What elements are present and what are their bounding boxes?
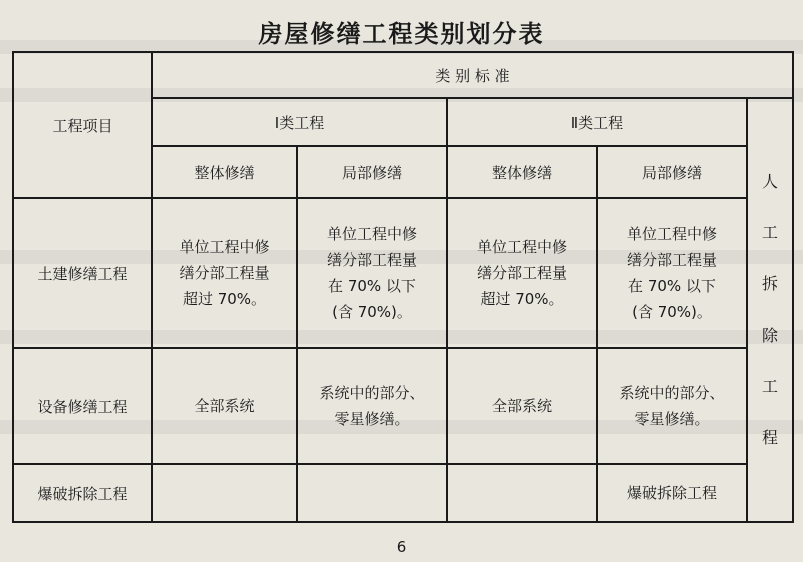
header-class-2: Ⅱ类工程 bbox=[447, 98, 747, 146]
cell-blasting-c2-overall bbox=[447, 464, 597, 522]
header-class-1: Ⅰ类工程 bbox=[152, 98, 447, 146]
cell-civil-c1-partial: 单位工程中修 缮分部工程量 在 70% 以下 (含 70%)。 bbox=[297, 198, 447, 348]
row-label-civil: 土建修缮工程 bbox=[13, 198, 152, 348]
cell-blasting-c1-partial bbox=[297, 464, 447, 522]
header-project: 工程项目 bbox=[13, 52, 152, 198]
cell-blasting-c2-partial: 爆破拆除工程 bbox=[597, 464, 747, 522]
header-criteria: 类 别 标 准 bbox=[152, 52, 793, 98]
cell-blasting-c1-overall bbox=[152, 464, 297, 522]
cell-civil-c2-partial: 单位工程中修 缮分部工程量 在 70% 以下 (含 70%)。 bbox=[597, 198, 747, 348]
cell-equipment-c1-partial: 系统中的部分、 零星修缮。 bbox=[297, 348, 447, 464]
header-c1-partial: 局部修缮 bbox=[297, 146, 447, 198]
classification-table bbox=[12, 51, 794, 523]
header-c2-overall: 整体修缮 bbox=[447, 146, 597, 198]
header-c1-overall: 整体修缮 bbox=[152, 146, 297, 198]
row-label-equipment: 设备修缮工程 bbox=[13, 348, 152, 464]
page-title: 房屋修缮工程类别划分表 bbox=[258, 20, 545, 48]
row-label-blasting: 爆破拆除工程 bbox=[13, 464, 152, 522]
cell-equipment-c2-partial: 系统中的部分、 零星修缮。 bbox=[597, 348, 747, 464]
cell-civil-c1-overall: 单位工程中修 缮分部工程量 超过 70%。 bbox=[152, 198, 297, 348]
cell-equipment-c2-overall: 全部系统 bbox=[447, 348, 597, 464]
header-c2-partial: 局部修缮 bbox=[597, 146, 747, 198]
cell-civil-c2-overall: 单位工程中修 缮分部工程量 超过 70%。 bbox=[447, 198, 597, 348]
page-number: 6 bbox=[396, 538, 407, 556]
cell-equipment-c1-overall: 全部系统 bbox=[152, 348, 297, 464]
header-manual-demolition: 人 工 拆 除 工 程 bbox=[747, 98, 793, 522]
